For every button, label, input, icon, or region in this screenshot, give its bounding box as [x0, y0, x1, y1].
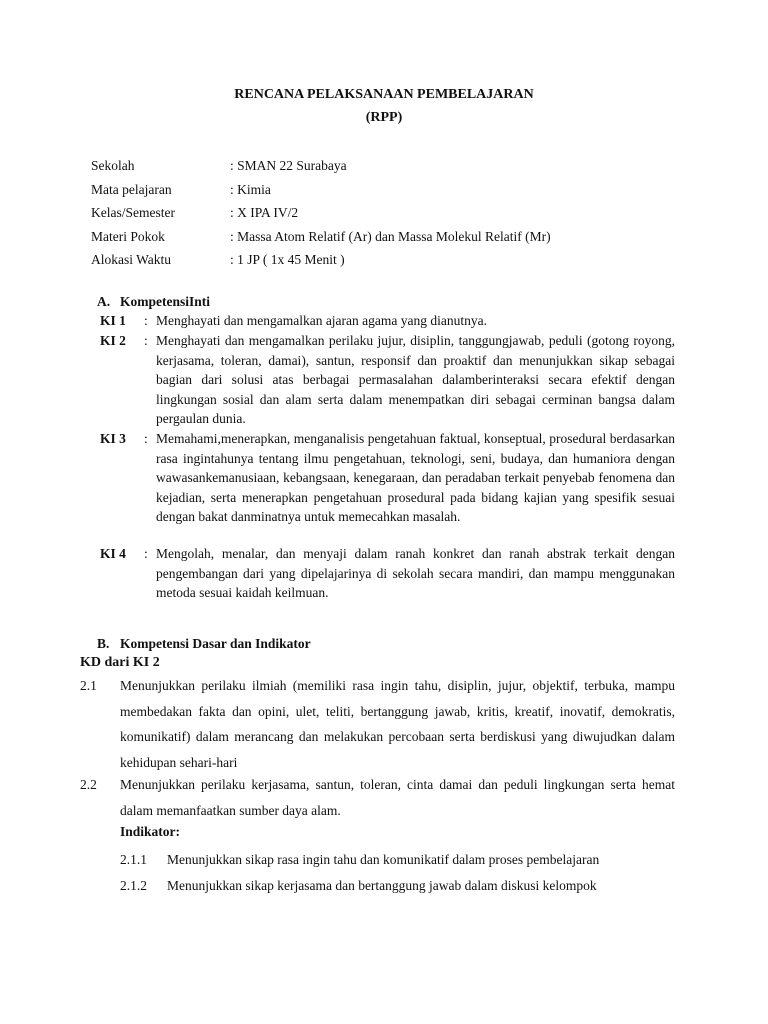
ki-colon: : [144, 431, 148, 446]
ki-code: KI 4 [100, 546, 126, 561]
info-value: : Kimia [230, 181, 271, 197]
ki-item-3 [100, 429, 680, 527]
info-label: Materi Pokok [91, 228, 165, 244]
info-row-class [91, 203, 691, 227]
kd-item-2-1 [80, 673, 680, 775]
ki-text: Mengolah, menalar, dan menyaji dalam ranah konkret dan ranah abstrak terkait dengan pengembangan dari yang dipelajarinya di sekolah secara mandiri, dan mampu menggunakan metoda sesuai kaidah keilmuan. [156, 546, 675, 601]
info-label: Alokasi Waktu [91, 252, 172, 267]
kd-item-2-2 [80, 772, 680, 823]
indikator-number: 2.1.1 [120, 852, 147, 867]
kd-text: Menunjukkan perilaku ilmiah (memiliki rasa ingin tahu, disiplin, jujur, objektif, terbuka, mampu membedakan fakta dan opini, ulet, teliti, bertanggung jawab, kritis, kreatif, inovatif, demokratis, komunikatif) dalam merancang dan melakukan percobaan serta berdiskusi yang diwujudkan dalam kehidupan sehari-hari [120, 678, 675, 770]
document-title: RENCANA PELAKSANAAN PEMBELAJARAN [234, 87, 534, 102]
ki-colon: : [144, 546, 148, 561]
section-letter: B. [97, 636, 110, 651]
ki-code: KI 3 [100, 431, 126, 446]
kd-text: Menunjukkan perilaku kerjasama, santun, toleran, cinta damai dan peduli lingkungan serta hemat dalam memanfaatkan sumber daya alam. [120, 777, 675, 818]
info-row-topic [91, 227, 691, 251]
ki-colon: : [144, 313, 148, 328]
info-value: : 1 JP ( 1x 45 Menit ) [230, 252, 345, 267]
info-row-school [91, 156, 691, 180]
section-a-heading [97, 294, 210, 310]
info-label: Sekolah [91, 158, 135, 173]
document-subtitle: (RPP) [365, 110, 403, 125]
section-title: KompetensiInti [120, 294, 211, 309]
ki-text: Menghayati dan mengamalkan perilaku jujur, disiplin, tanggungjawab, peduli (gotong royong, kerjasama, toleran, damai), santun, responsif dan proaktif dan menunjukkan sikap sebagai bagian dari solusi atas berbagai permasalahan dalamberinteraksi secara efektif dengan lingkungan sosial dan alam serta dalam menempatkan diri sebagai cerminan bangsa dalam pergaulan dunia. [156, 333, 675, 427]
ki-colon: : [144, 333, 148, 348]
info-row-subject [91, 180, 691, 204]
ki-item-4 [100, 544, 680, 603]
info-value: : X IPA IV/2 [230, 205, 299, 220]
info-value: : SMAN 22 Surabaya [230, 158, 347, 173]
info-row-time [91, 250, 691, 274]
ki-code: KI 1 [100, 313, 126, 328]
info-label: Kelas/Semester [91, 205, 175, 220]
indikator-heading: Indikator: [120, 824, 181, 839]
ki-text: Memahami,menerapkan, menganalisis pengetahuan faktual, konseptual, prosedural berdasarkan rasa ingintahunya tentang ilmu pengetahuan, teknologi, seni, budaya, dan humaniora dengan wawasankemanusiaan, kebangsaan, kenegaraan, dan peradaban terkait penyebab fenomena dan kejadian, serta menerapkan pengetahuan prosedural pada bidang kajian yang spesifik sesuai dengan bakat danminatnya untuk memecahkan masalah. [156, 431, 675, 525]
indikator-item-2-1-2 [120, 876, 680, 896]
section-title: Kompetensi Dasar dan Indikator [120, 636, 311, 651]
section-letter: A. [97, 294, 111, 309]
section-b-heading [97, 636, 311, 652]
info-label: Mata pelajaran [91, 181, 172, 197]
ki-item-2 [100, 331, 680, 429]
kd-number: 2.2 [80, 777, 97, 792]
ki-item-1 [100, 311, 680, 331]
ki-code: KI 2 [100, 333, 126, 348]
kd-heading: KD dari KI 2 [80, 655, 160, 670]
identity-table [91, 156, 691, 274]
indikator-number: 2.1.2 [120, 878, 147, 893]
kd-number: 2.1 [80, 678, 97, 693]
indikator-text: Menunjukkan sikap rasa ingin tahu dan komunikatif dalam proses pembelajaran [167, 852, 600, 867]
indikator-item-2-1-1 [120, 850, 680, 870]
ki-text: Menghayati dan mengamalkan ajaran agama yang dianutnya. [156, 313, 487, 328]
info-value: : Massa Atom Relatif (Ar) dan Massa Molekul Relatif (Mr) [230, 228, 551, 244]
indikator-text: Menunjukkan sikap kerjasama dan bertanggung jawab dalam diskusi kelompok [167, 878, 597, 893]
